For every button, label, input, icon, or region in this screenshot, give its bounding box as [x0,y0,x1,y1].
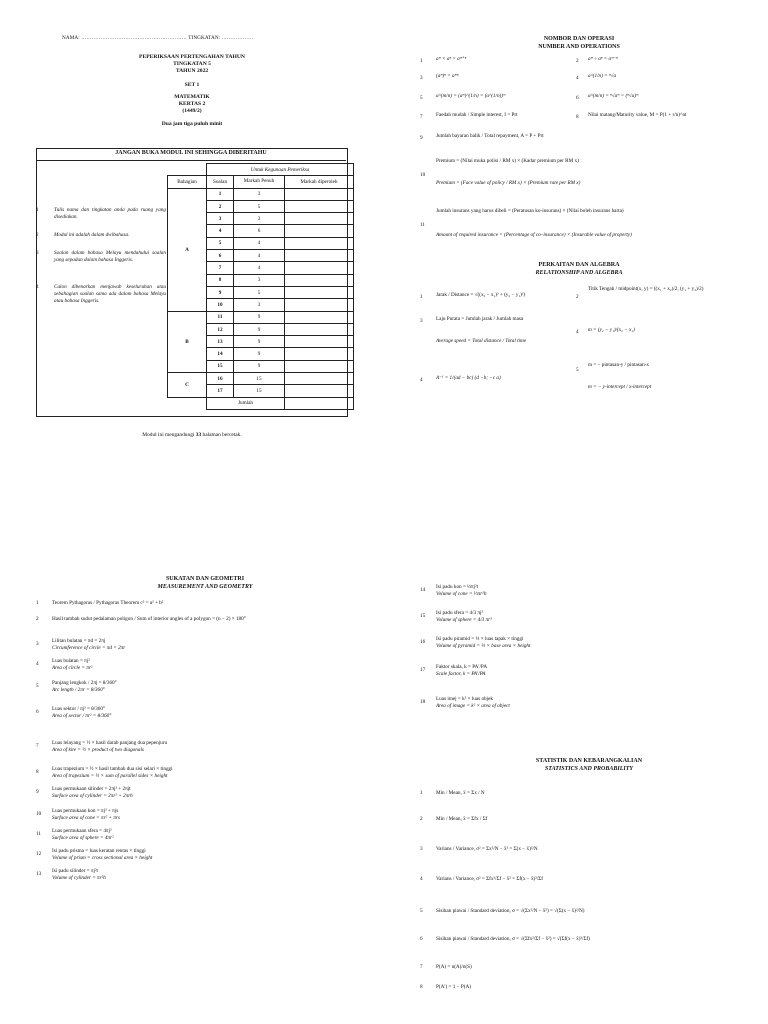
formula-line: Teorem Pythagoras / Pythagoras Theorem c² = a² + b² [52,600,164,606]
formula-line: Surface area of cone = πr² + πrs [52,815,120,822]
instruction-item [36,250,166,264]
formula-line: Hasil tambah sudut pedalaman poligon / Sum of interior angles of a polygon = (n − 2) × 180° [52,616,246,622]
marks-obtained-cell[interactable] [285,323,354,335]
instruction-item [36,232,166,239]
formula-number: 2 [36,616,39,622]
formula: aᵐ ÷ aⁿ = aᵐ⁻ⁿ [588,56,618,62]
formula-number: 1 [420,790,423,796]
formula: Titik Tengah / midpoint(x, y) = ((x₁ + x₂)/2, (y₁ + y₂)/2) [588,286,704,292]
marks-obtained-cell[interactable] [285,274,354,286]
section-label: B [168,311,207,372]
formula-line: Sisihan piawai / Standard deviation, σ = √(Σx²/N − x̄²) = √(Σ(x − x̄)²/N) [436,908,585,914]
formula-line: Area of trapezium = ½ × sum of parallel sides × height [52,773,168,780]
full-marks: 3 [234,213,285,225]
formula [436,876,736,883]
formula [436,964,736,971]
full-marks: 5 [234,286,285,298]
cover-title [112,54,272,128]
formula [436,846,736,853]
formula [52,766,352,780]
question-number: 10 [207,299,234,311]
formula-line: Volume of prism = cross sectional area × height [52,855,153,862]
formula-number: 8 [36,769,39,775]
question-number: 4 [207,225,234,237]
formula-number: 4 [36,661,39,667]
formula: Faedah mudah / Simple interest, I = Prt [436,112,518,118]
formula-number: 9 [420,135,423,141]
formula-line: Circumference of circle = πd = 2πr [52,645,126,652]
question-number: 9 [207,286,234,298]
formula [52,658,352,672]
formula-number: 4 [576,329,579,335]
question-number: 11 [207,311,234,323]
formula [52,638,352,652]
formula-number: 4 [576,75,579,81]
marks-obtained-cell[interactable] [285,299,354,311]
formula-line: Area of sector / πr² = θ/360° [52,713,112,720]
section-title-en: NUMBER AND OPERATIONS [538,43,620,50]
full-marks: 6 [234,225,285,237]
formula-number: 12 [36,851,42,857]
formula-number: 8 [420,984,423,990]
section-title-ms: SUKATAN DAN GEOMETRI [165,576,245,582]
marks-obtained-cell[interactable] [285,188,354,200]
page-count: 33 [195,432,202,438]
formula: a^(m/n) = (aᵐ)^(1/n) = (a^(1/n))ᵐ [436,93,506,99]
formula-line: Isi padu sfera = 4/3 πj³ [436,610,484,616]
formula [436,610,736,624]
formula [436,664,736,678]
formula-line: Luas permukaan silinder = 2πj² + 2πjt [52,786,131,792]
formula [52,808,352,822]
formula-line: Arc length / 2πr = θ/360° [52,687,105,694]
formula-number: 14 [420,587,426,593]
cover-page [0,0,384,512]
formula [436,816,736,823]
formula-line: Luas bulatan = πj² [52,658,90,664]
formula-number: 9 [36,789,39,795]
formula: A⁻¹ = 1/(ad − bc) (d −b; −c a) [436,375,501,381]
instruction-text: Calon dibenarkan menjawab keseluruhan atau sebahagian soalan sama ada dalam bahasa Melayu atau bahasa Inggeris. [54,284,166,304]
formula [52,740,352,754]
formula-page-statistics [384,512,768,1024]
title-line: Dua jam tiga puluh minit [161,120,223,127]
title-line: TAHUN 2022 [175,67,209,74]
formula-line: Sisihan piawai / Standard deviation, σ = √(Σfx²/Σf − x̄²) = √(Σf(x − x̄)²/Σf) [436,936,590,942]
formula-number: 6 [576,95,579,101]
formula-number: 10 [36,811,42,817]
formula [436,984,736,991]
marks-obtained-cell[interactable] [285,348,354,360]
marks-obtained-cell[interactable] [285,262,354,274]
formula-line: Lilitan bulatan = πd = 2πj [52,638,106,644]
formula-line: Isi padu prisma = luas keratan rentas × tinggi [52,848,146,854]
instruction-number: 1 [36,207,39,213]
formula-number: 11 [36,831,41,837]
formula-number: 2 [576,58,579,64]
full-marks: 4 [234,262,285,274]
formula-number: 11 [420,222,425,228]
formula-number: 5 [576,367,579,373]
formula-number: 7 [420,114,423,120]
marks-obtained-cell[interactable] [285,200,354,212]
formula: Jarak / Distance = √((x₂ − x₁)² + (y₂ − y₁)²) [436,292,526,298]
formula-line: Area of image = k² × area of object [436,703,510,710]
section-title-en: STATISTICS AND PROBABILITY [544,765,634,772]
formula-line: Volume of sphere = 4/3 πr³ [436,617,492,624]
marks-obtained-cell[interactable] [285,336,354,348]
total-label: Jumlah [207,397,285,409]
marks-obtained-cell[interactable] [285,225,354,237]
instruction-text: Modul ini adalah dalam dwibahasa. [54,232,130,238]
formula: Average speed = Total distance / Total time [436,338,527,344]
footnote [0,432,384,438]
formula-number: 13 [36,871,42,877]
formula-line: Surface area of sphere = 4πr² [52,835,114,842]
table-header: Bahagian [168,176,207,188]
question-number: 5 [207,237,234,249]
question-number: 14 [207,348,234,360]
formula: Nilai matang/Maturity value, M = P(1 + r/n)^nt [588,112,687,118]
full-marks: 9 [234,311,285,323]
formula-number: 1 [36,600,39,606]
formula-number: 1 [420,58,423,64]
formula-line: P(A) = n(A)/n(S) [436,964,472,970]
formula: a^(1/n) = ⁿ√a [588,73,617,79]
title-line: TINGKATAN 5 [173,60,211,67]
formula-number: 1 [420,294,423,300]
warning-title: JANGAN BUKA MODUL INI SEHINGGA DIBERITAHU [115,150,267,156]
formula [52,786,352,800]
formula: aᵐ × aⁿ = aᵐ⁺ⁿ [436,56,467,62]
formula-line: Volume of pyramid = ⅓ × base area × height [436,643,531,650]
section-label: A [168,188,207,311]
formula-number: 7 [36,743,39,749]
section-label: C [168,373,207,398]
question-number: 6 [207,250,234,262]
formula [52,848,352,862]
formula-number: 2 [420,816,423,822]
footnote-text: halaman bercetak. [202,432,242,438]
instruction-text: Tulis nama dan tingkatan anda pada ruang yang disediakan. [54,207,166,220]
formula: m = − y-intercept / x-intercept [588,384,652,390]
formula: Jumlah insurans yang harus dibeli = (Peratusan ko-insurans) × (Nilai boleh insurans harta) [436,208,624,214]
formula-number: 5 [36,683,39,689]
question-number: 17 [207,385,234,397]
formula [52,600,352,607]
formula-number: 2 [576,294,579,300]
instruction-number: 2 [36,232,39,238]
section-title-en: RELATIONSHIP AND ALGEBRA [535,269,623,276]
marks-obtained-cell[interactable] [285,373,354,385]
formula-line: Isi padu kon = ⅓πj²t [436,584,479,590]
instruction-item [36,284,166,304]
divider [36,160,346,161]
formula-number: 3 [420,846,423,852]
formula-line: Panjang lengkok / 2πj = θ/360° [52,680,117,686]
formula [52,706,352,720]
formula-line: Area of kite = ½ × product of two diagonals [52,747,144,754]
marks-table [167,163,354,410]
formula [436,584,736,598]
instruction-text: Soalan dalam bahasa Melayu mendahului soalan yang sepadan dalam bahasa Inggeris. [54,250,166,263]
formula: m = (y₂ − y₁)/(x₂ − x₁) [588,327,635,333]
formula-line: Luas sektor / πj² = θ/360° [52,706,106,712]
question-number: 3 [207,213,234,225]
title-line: (1449/2) [182,107,202,114]
formula-line: Faktor skala, k = PA′/PA [436,664,488,670]
marks-obtained-cell[interactable] [285,311,354,323]
question-number: 7 [207,262,234,274]
formula-line: Varians / Variance, σ² = Σfx²/Σf − x̄² = Σf(x − x̄)²/Σf [436,876,544,882]
formula-line: P(A′) = 1 − P(A) [436,984,471,990]
formula-line: Min / Mean, x̄ = Σfx / Σf [436,816,488,822]
formula-line: Isi padu piramid = ⅓ × luas tapak × tinggi [436,636,524,642]
table-header: Markah Penuh [234,176,285,188]
formula-number: 18 [420,699,426,705]
full-marks: 15 [234,385,285,397]
question-number: 16 [207,373,234,385]
formula-line: Luas imej = k² × luas objek [436,696,493,702]
formula: Jumlah bayaran balik / Total repayment, A = P + Prt [436,133,544,139]
formula-number: 16 [420,639,426,645]
formula: (aᵐ)ⁿ = aᵐⁿ [436,73,459,79]
instruction-number: 4 [36,284,39,290]
marks-obtained-cell[interactable] [285,237,354,249]
question-number: 15 [207,360,234,372]
formula-line: Volume of cone = ⅓πr²h [436,591,487,598]
full-marks: 3 [234,299,285,311]
formula [52,868,352,882]
table-row [168,188,354,200]
formula [52,680,352,694]
formula-line: Luas trapezium = ½ × hasil tambah dua sisi selari × tinggi [52,766,173,772]
formula-number: 15 [420,613,426,619]
marks-obtained-cell[interactable] [285,250,354,262]
section-title-en: MEASUREMENT AND GEOMETRY [157,583,253,590]
full-marks: 9 [234,336,285,348]
formula [436,908,736,915]
table-header: Soalan [207,176,234,188]
title-line: KERTAS 2 [178,100,206,107]
formula-page-numbers [384,0,768,512]
table-header: Markah diperoleh [285,176,354,188]
formula-line: Scale factor, k = PA′/PA [436,671,486,678]
name-line: NAMA: …………………………………………………… TINGKATAN: ……………… [62,35,254,41]
formula-line: Volume of cylinder = πr²h [52,875,106,882]
full-marks: 9 [234,360,285,372]
formula-line: Luas permukaan kon = πj² + πjs [52,808,119,814]
formula [52,828,352,842]
formula-line: Min / Mean, x̄ = Σx / N [436,790,485,796]
formula-line: Varians / Variance, σ² = Σx²/N − x̄² = Σ(x − x̄)²/N [436,846,538,852]
marks-obtained-cell[interactable] [285,213,354,225]
section-title-ms: STATISTIK DAN KEBARANGKALIAN [535,758,643,764]
question-number: 13 [207,336,234,348]
formula-number: 6 [36,709,39,715]
formula [436,936,736,943]
section-title [484,36,674,51]
formula: Amount of required insurance = (Percentage of co–insurance) × (Insurable value of property) [436,232,632,238]
full-marks: 4 [234,237,285,249]
formula-number: 10 [420,172,426,178]
question-number: 1 [207,188,234,200]
full-marks: 15 [234,373,285,385]
formula-number: 7 [420,964,423,970]
question-number: 8 [207,274,234,286]
formula [436,636,736,650]
instruction-number: 3 [36,250,39,256]
section-title [110,576,300,591]
marks-obtained-cell[interactable] [285,385,354,397]
marks-obtained-cell[interactable] [285,360,354,372]
formula-number: 6 [420,936,423,942]
formula-line: Luas lelayang = ½ × hasil darab panjang dua pepenjuru [52,740,168,746]
total-cell[interactable] [285,397,354,409]
formula-number: 5 [420,908,423,914]
title-line: SET 1 [184,81,200,88]
formula [52,616,352,623]
table-caption: Untuk Kegunaan Pemeriksa [207,164,354,176]
formula-line: Area of circle = πr² [52,665,93,672]
full-marks: 9 [234,348,285,360]
section-title [484,262,674,277]
footnote-text: Modul ini mengandungi [142,432,195,438]
formula: Laju Purata = Jumlah jarak / Jumlah masa [436,316,524,322]
formula-number: 8 [576,114,579,120]
formula-number: 4 [420,876,423,882]
title-line: PEPERIKSAAN PERTENGAHAN TAHUN [139,54,245,60]
formula-number: 3 [36,641,39,647]
section-title [484,758,694,773]
full-marks: 5 [234,200,285,212]
formula-number: 4 [420,377,423,383]
full-marks: 9 [234,323,285,335]
question-number: 12 [207,323,234,335]
marks-obtained-cell[interactable] [285,286,354,298]
full-marks: 3 [234,188,285,200]
formula-number: 17 [420,667,426,673]
formula: m = − pintasan-y / pintasan-x [588,362,650,368]
full-marks: 4 [234,250,285,262]
question-number: 2 [207,200,234,212]
formula: a^(m/n) = ⁿ√aᵐ = (ⁿ√a)ᵐ [588,93,639,99]
table-row [168,373,354,385]
table-row [168,311,354,323]
section-title-ms: PERKAITAN DAN ALGEBRA [538,262,620,268]
formula-number: 5 [420,95,423,101]
formula-number: 3 [420,75,423,81]
formula: Premium = (Face value of policy / RM x) × (Premium rate per RM x) [436,180,581,186]
formula-line: Luas permukaan sfera = 4πj² [52,828,112,834]
section-title-ms: NOMBOR DAN OPERASI [543,36,615,42]
title-line: MATEMATIK [174,93,210,100]
formula [436,790,736,797]
instruction-item [36,207,166,221]
formula-line: Isi padu silinder = πj²t [52,868,99,874]
formula-number: 3 [420,318,423,324]
formula-page-geometry [0,512,384,1024]
full-marks: 3 [234,274,285,286]
formula [436,696,736,710]
formula-line: Surface area of cylinder = 2πr² + 2πrh [52,793,133,800]
formula: Premium = (Nilai muka polisi / RM x) × (Kadar premium per RM x) [436,158,579,164]
